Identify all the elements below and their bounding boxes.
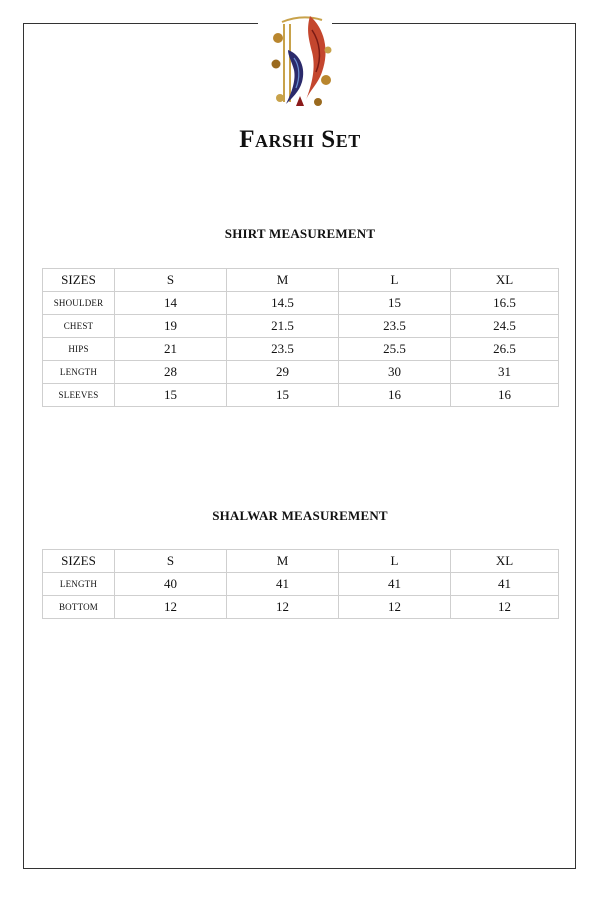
table-cell: 23.5: [339, 315, 451, 338]
table-cell: 41: [227, 573, 339, 596]
table-cell: 12: [339, 596, 451, 619]
row-label: BOTTOM: [43, 596, 115, 619]
table-cell: 21: [115, 338, 227, 361]
shirt-measurement-heading: SHIRT MEASUREMENT: [224, 226, 376, 241]
column-header: M: [227, 550, 339, 573]
row-label: SLEEVES: [43, 384, 115, 407]
table-row: [43, 361, 559, 384]
table-cell: 21.5: [227, 315, 339, 338]
table-cell: 28: [115, 361, 227, 384]
column-header: L: [339, 269, 451, 292]
column-header: L: [339, 550, 451, 573]
column-header: SIZES: [43, 269, 115, 292]
column-header: XL: [451, 269, 559, 292]
table-header-row: [43, 269, 559, 292]
row-label: HIPS: [43, 338, 115, 361]
table-cell: 41: [451, 573, 559, 596]
brand-logo-icon: [266, 10, 338, 114]
table-cell: 12: [451, 596, 559, 619]
table-row: [43, 384, 559, 407]
table-cell: 19: [115, 315, 227, 338]
table-row: [43, 338, 559, 361]
column-header: S: [115, 269, 227, 292]
table-cell: 15: [115, 384, 227, 407]
table-cell: 24.5: [451, 315, 559, 338]
table-row: [43, 573, 559, 596]
column-header: S: [115, 550, 227, 573]
table-cell: 40: [115, 573, 227, 596]
table-cell: 41: [339, 573, 451, 596]
table-cell: 25.5: [339, 338, 451, 361]
table-cell: 16: [339, 384, 451, 407]
table-cell: 16.5: [451, 292, 559, 315]
table-cell: 15: [339, 292, 451, 315]
table-cell: 16: [451, 384, 559, 407]
table-header-row: [43, 550, 559, 573]
row-label: LENGTH: [43, 573, 115, 596]
table-cell: 14: [115, 292, 227, 315]
page-title: Farshi Set: [239, 126, 361, 153]
column-header: SIZES: [43, 550, 115, 573]
table-row: [43, 315, 559, 338]
table-row: [43, 292, 559, 315]
table-cell: 29: [227, 361, 339, 384]
table-cell: 12: [115, 596, 227, 619]
shirt-measurement-table: [42, 268, 559, 407]
shalwar-measurement-heading: SHALWAR MEASUREMENT: [212, 508, 388, 523]
table-cell: 31: [451, 361, 559, 384]
table-cell: 12: [227, 596, 339, 619]
row-label: LENGTH: [43, 361, 115, 384]
shalwar-measurement-table: [42, 549, 559, 619]
table-cell: 30: [339, 361, 451, 384]
table-cell: 14.5: [227, 292, 339, 315]
row-label: SHOULDER: [43, 292, 115, 315]
column-header: XL: [451, 550, 559, 573]
table-cell: 15: [227, 384, 339, 407]
table-cell: 23.5: [227, 338, 339, 361]
table-row: [43, 596, 559, 619]
row-label: CHEST: [43, 315, 115, 338]
table-cell: 26.5: [451, 338, 559, 361]
column-header: M: [227, 269, 339, 292]
